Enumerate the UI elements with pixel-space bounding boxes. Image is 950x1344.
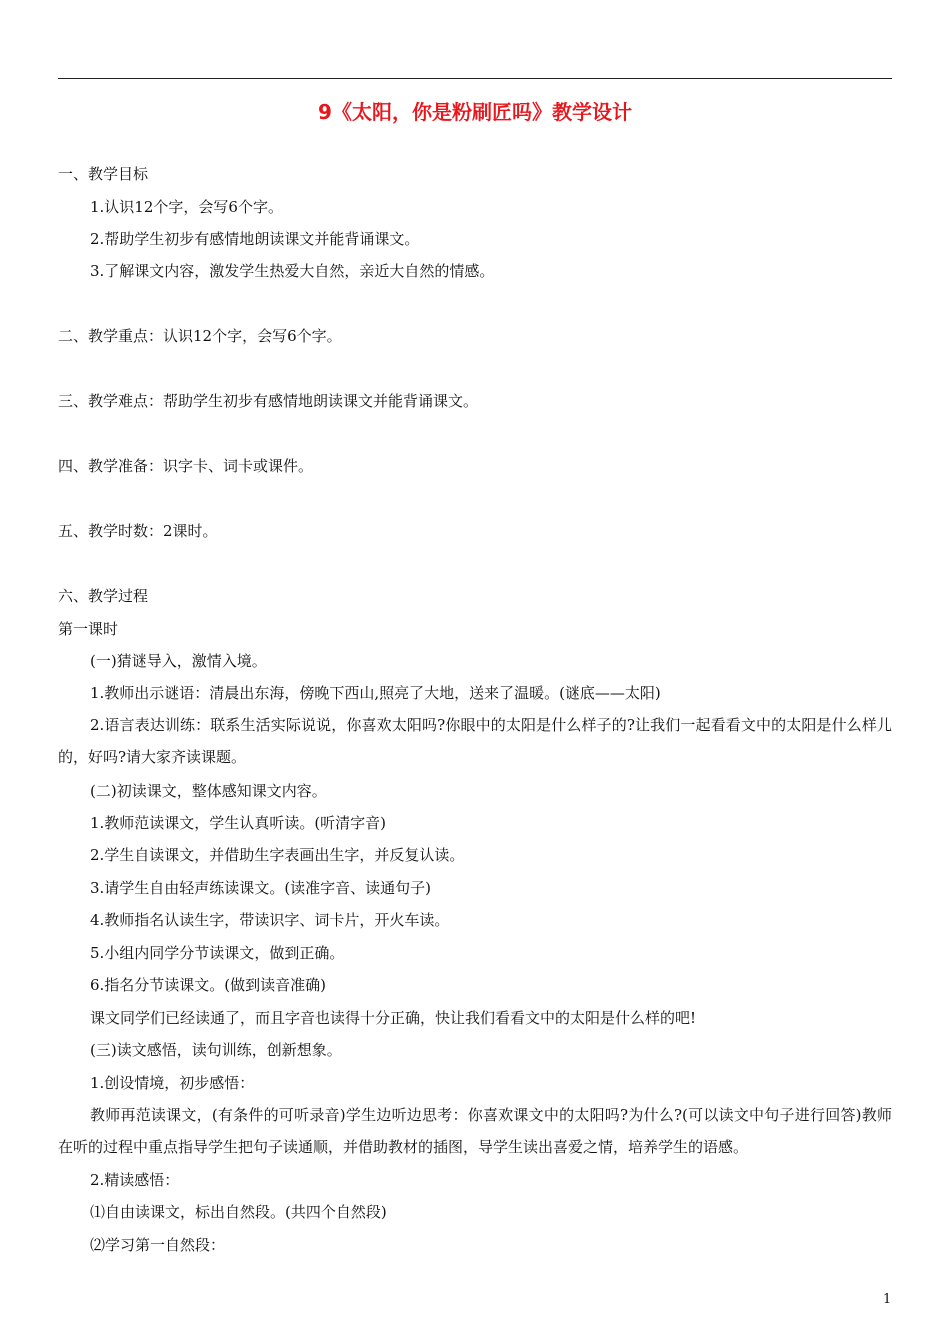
process-step: 3.请学生自由轻声练读课文。(读准字音、读通句子): [90, 879, 432, 897]
goal-item: 3.了解课文内容，激发学生热爱大自然，亲近大自然的情感。: [90, 262, 495, 280]
process-step: 5.小组内同学分节读课文，做到正确。: [90, 944, 345, 962]
process-step: 6.指名分节读课文。(做到读音准确): [90, 976, 327, 994]
goal-item: 1.认识12个字，会写6个字。: [90, 198, 283, 216]
document-title: 9《太阳，你是粉刷匠吗》教学设计: [318, 100, 632, 124]
preparation-heading: 四、教学准备：识字卡、词卡或课件。: [58, 457, 314, 475]
process-step: 1.创设情境，初步感悟：: [90, 1074, 255, 1092]
difficulty-heading: 三、教学难点：帮助学生初步有感情地朗读课文并能背诵课文。: [58, 392, 479, 410]
process-part-heading: (三)读文感悟，读句训练，创新想象。: [90, 1041, 342, 1059]
process-paragraph: 教师再范读课文，(有条件的可听录音)学生边听边思考：你喜欢课文中的太阳吗?为什么?(可以读文中句子进行回答)教师在听的过程中重点指导学生把句子读通顺，并借助教材的插图，导学生读出喜爱之情，培养学生的语感。: [58, 1106, 892, 1156]
process-step: 2.精读感悟：: [90, 1171, 180, 1189]
lesson-label: 第一课时: [58, 620, 119, 638]
process-step: 1.教师出示谜语：清晨出东海，傍晚下西山,照亮了大地，送来了温暖。(谜底——太阳): [90, 684, 661, 702]
process-heading: 六、教学过程: [58, 587, 149, 605]
process-step: 4.教师指名认读生字，带读识字、词卡片，开火车读。: [90, 911, 450, 929]
process-step: 课文同学们已经读通了，而且字音也读得十分正确，快让我们看看文中的太阳是什么样的吧!: [90, 1009, 697, 1027]
process-part-heading: (一)猜谜导入，激情入境。: [90, 652, 267, 670]
process-step: ⑵学习第一自然段：: [90, 1236, 226, 1254]
process-step: ⑴自由读课文，标出自然段。(共四个自然段): [90, 1203, 387, 1221]
process-paragraph: 2.语言表达训练：联系生活实际说说，你喜欢太阳吗?你眼中的太阳是什么样子的?让我们一起看看文中的太阳是什么样儿的，好吗?请大家齐读课题。: [58, 716, 892, 766]
goals-heading: 一、教学目标: [58, 165, 149, 183]
process-step: 1.教师范读课文，学生认真听读。(听清字音): [90, 814, 387, 832]
page-number: 1: [883, 1292, 892, 1307]
process-step: 2.学生自读课文，并借助生字表画出生字，并反复认读。: [90, 846, 465, 864]
hours-heading: 五、教学时数：2课时。: [58, 522, 218, 540]
header-rule: [58, 78, 892, 79]
key-point-heading: 二、教学重点：认识12个字，会写6个字。: [58, 327, 342, 345]
goal-item: 2.帮助学生初步有感情地朗读课文并能背诵课文。: [90, 230, 420, 248]
process-part-heading: (二)初读课文，整体感知课文内容。: [90, 782, 327, 800]
